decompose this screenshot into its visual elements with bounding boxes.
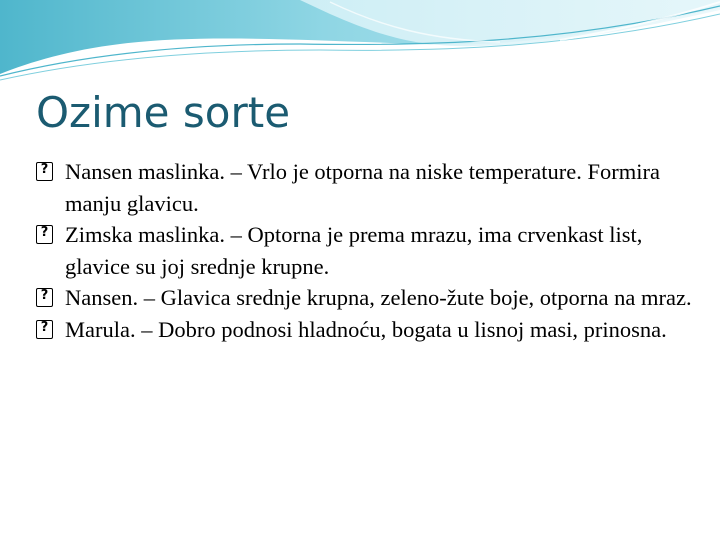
bullet-item xyxy=(36,314,696,346)
missing-glyph-icon xyxy=(36,320,53,339)
bullet-text: Marula. – Dobro podnosi hladnoću, bogata u lisnoj masi, prinosna. xyxy=(65,316,667,342)
bullet-text: Nansen maslinka. – Vrlo je otporna na niske temperature. Formira manju glavicu. xyxy=(65,159,660,216)
bullet-item xyxy=(36,282,696,314)
slide-title: Ozime sorte xyxy=(36,88,291,137)
bullet-text: Nansen. – Glavica srednje krupna, zeleno-žute boje, otporna na mraz. xyxy=(65,285,692,310)
bullet-text: Zimska maslinka. – Optorna je prema mrazu, ima crvenkast list, glavice su joj srednje krupne. xyxy=(65,222,643,279)
missing-glyph-icon xyxy=(36,225,53,244)
header-wave-decoration xyxy=(0,0,720,90)
missing-glyph-icon xyxy=(36,288,53,307)
missing-glyph-icon xyxy=(36,162,53,181)
bullet-item xyxy=(36,156,696,219)
bullet-item xyxy=(36,219,696,282)
bullet-list xyxy=(36,156,696,345)
